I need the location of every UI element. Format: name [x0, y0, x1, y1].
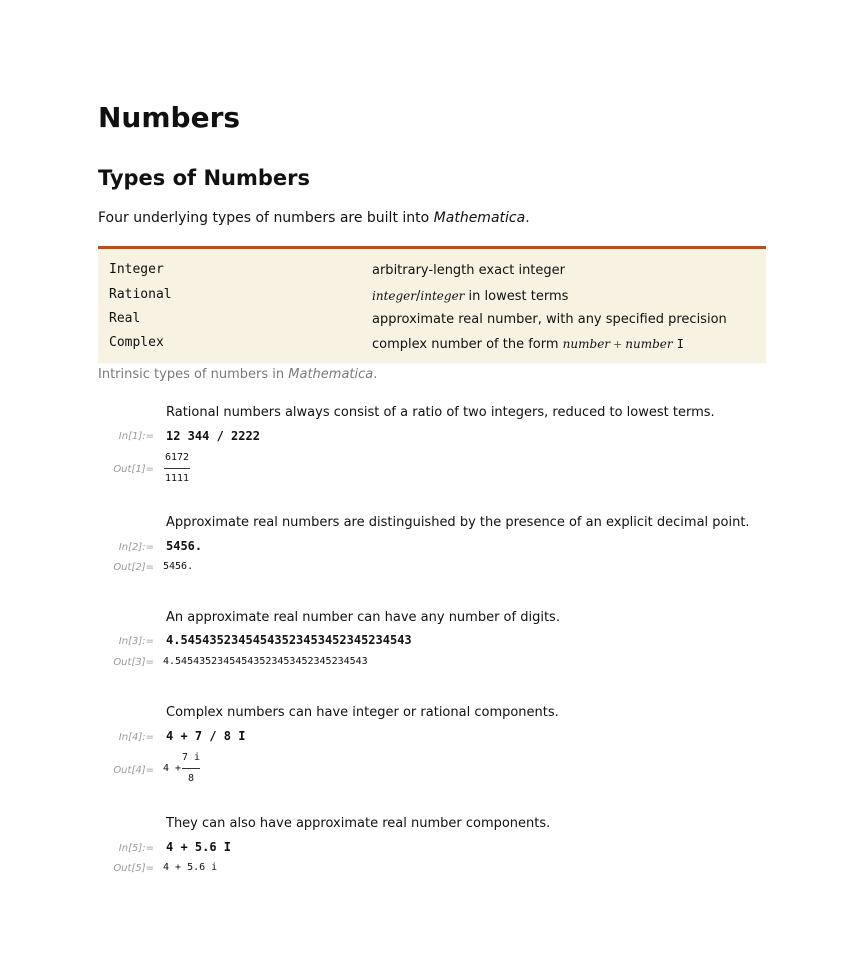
in-label: In[5]:= [118, 843, 154, 854]
cell-text: Approximate real numbers are distinguished by the presence of an explicit decimal point. [166, 515, 750, 530]
fraction-bar [164, 468, 190, 469]
table-caption [98, 366, 377, 384]
number-types-table [98, 246, 766, 363]
out-label: Out[3]= [113, 657, 154, 668]
output-prefix: 4 + [163, 763, 182, 774]
input-expression[interactable]: 4.54543523454543523453452345234543 [166, 633, 412, 647]
table-row [98, 332, 766, 356]
type-description [372, 286, 568, 307]
fraction-bar [182, 768, 200, 769]
table-row [98, 284, 766, 308]
in-label: In[1]:= [118, 431, 154, 442]
section-title: Types of Numbers [98, 166, 311, 190]
output-value: 4.54543523454543523453452345234543 [163, 656, 368, 667]
intro-text: Four underlying types of numbers are built into [98, 210, 434, 226]
type-name: Rational [109, 287, 172, 302]
in-label: In[2]:= [118, 542, 154, 553]
cell-text: Rational numbers always consist of a ratio of two integers, reduced to lowest terms. [166, 405, 715, 420]
type-description: approximate real number, with any specified precision [372, 312, 727, 327]
caption-text: Intrinsic types of numbers in [98, 367, 289, 382]
type-name: Integer [109, 262, 164, 277]
desc-term: number [625, 337, 673, 351]
desc-term: integer [420, 289, 465, 303]
caption-end: . [373, 367, 378, 382]
caption-emphasis: Mathematica [288, 367, 374, 382]
desc-symbol: I [676, 337, 684, 351]
desc-term: number [562, 337, 611, 351]
table-row [98, 308, 766, 332]
desc-text: in lowest terms [464, 289, 569, 304]
desc-term: integer [372, 289, 417, 303]
output-fraction [182, 752, 200, 785]
out-label: Out[2]= [113, 562, 154, 573]
intro-end: . [525, 210, 530, 226]
out-label: Out[1]= [113, 464, 154, 475]
fraction-numerator: 6172 [164, 452, 190, 463]
page-title: Numbers [98, 101, 241, 134]
output-fraction [164, 452, 190, 485]
input-expression[interactable]: 12 344 / 2222 [166, 429, 260, 443]
input-expression[interactable]: 5456. [166, 539, 203, 553]
desc-text: complex number of the form [372, 337, 563, 352]
in-label: In[3]:= [118, 636, 154, 647]
fraction-denominator: 8 [187, 773, 195, 784]
output-value: 5456. [163, 561, 194, 572]
input-expression[interactable]: 4 + 5.6 I [166, 840, 232, 854]
type-name: Complex [109, 335, 164, 350]
table-row [98, 259, 766, 283]
type-name: Real [109, 311, 141, 326]
cell-text: An approximate real number can have any number of digits. [166, 610, 560, 625]
desc-plus: + [613, 338, 623, 351]
cell-text: Complex numbers can have integer or rational components. [166, 705, 559, 720]
input-expression[interactable]: 4 + 7 / 8 I [166, 729, 246, 743]
output-value: 4 + 5.6 i [163, 862, 218, 873]
in-label: In[4]:= [118, 732, 154, 743]
desc-slash: / [416, 289, 421, 304]
out-label: Out[5]= [113, 863, 154, 874]
type-description [372, 334, 684, 355]
out-label: Out[4]= [113, 765, 154, 776]
type-description: arbitrary-length exact integer [372, 263, 566, 278]
intro-paragraph [98, 208, 530, 228]
fraction-numerator: 7 i [182, 752, 201, 763]
intro-emphasis: Mathematica [433, 210, 526, 226]
cell-text: They can also have approximate real number components. [166, 816, 551, 831]
fraction-denominator: 1111 [164, 473, 190, 484]
